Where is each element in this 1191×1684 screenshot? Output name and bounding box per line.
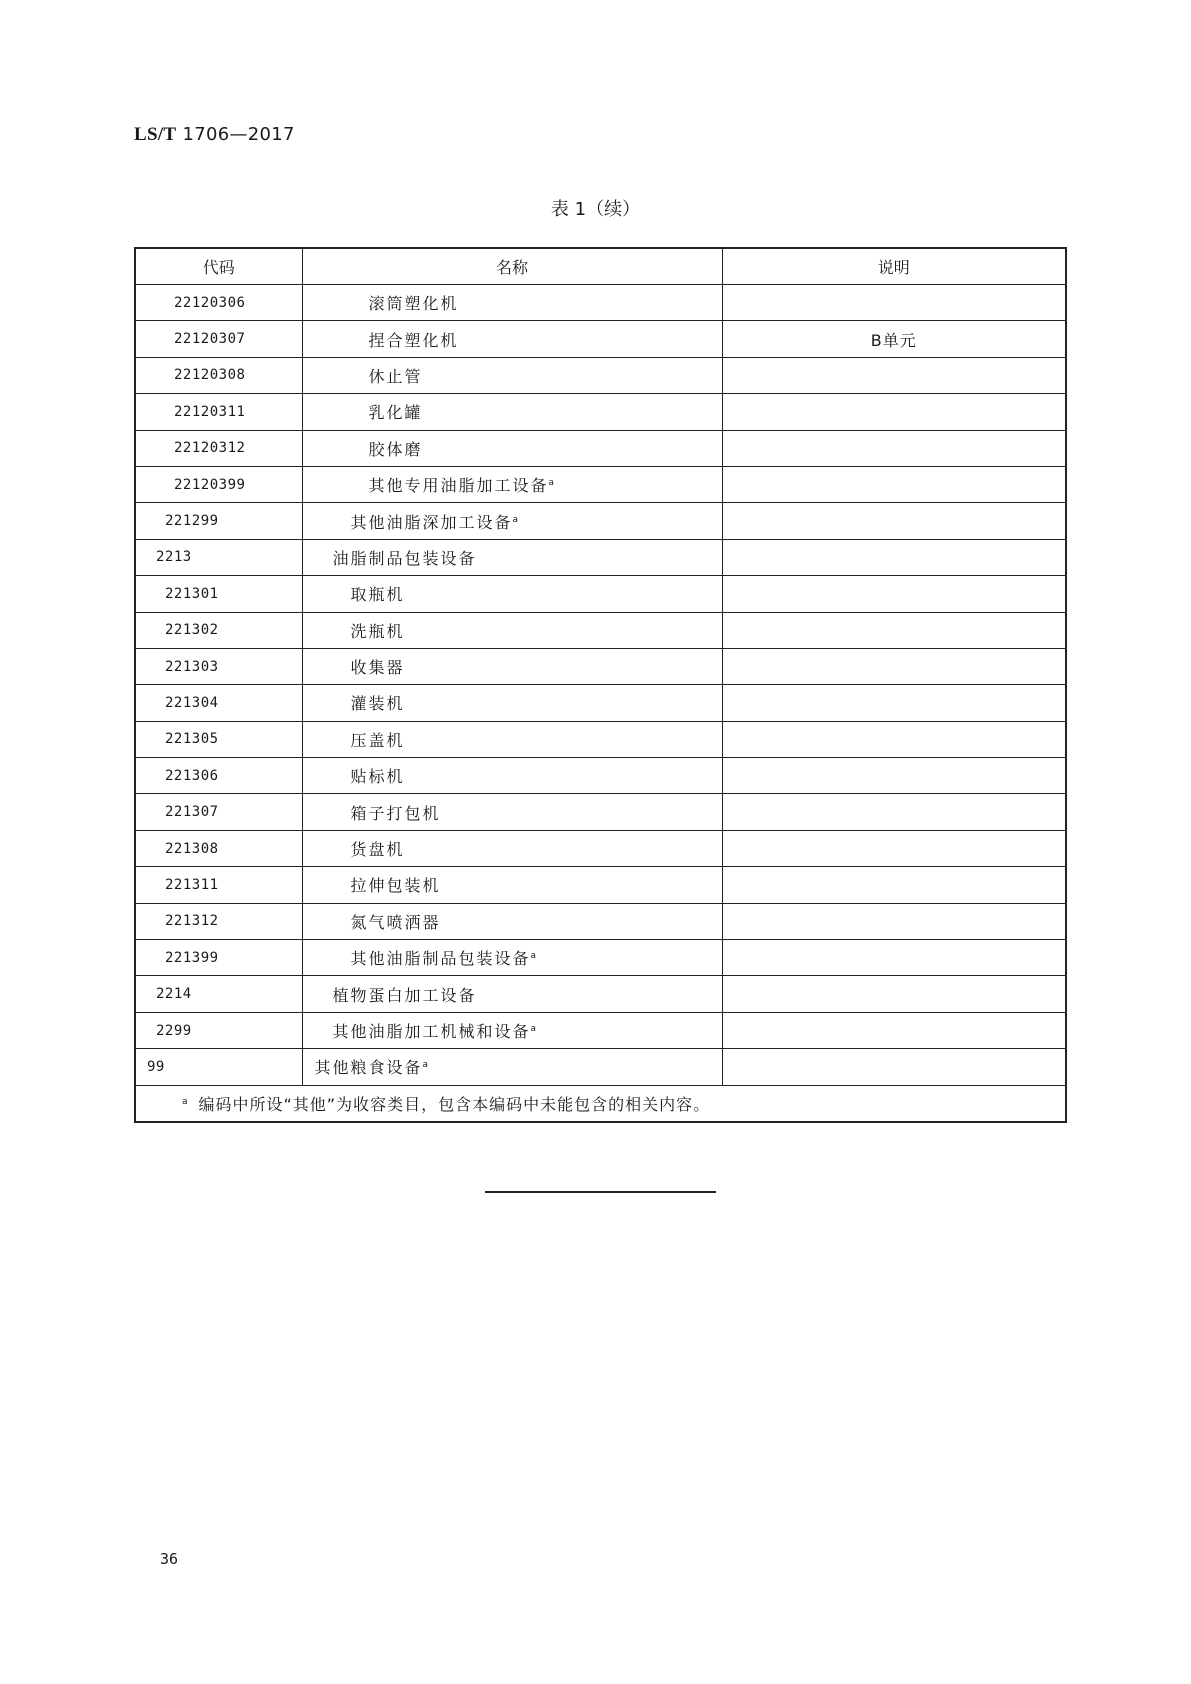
cell-code: 22120307 (135, 321, 302, 357)
cell-code: 221311 (135, 867, 302, 903)
table-row (135, 721, 1066, 757)
table-row (135, 794, 1066, 830)
cell-name-text: 其他油脂深加工设备 (350, 512, 513, 532)
footnote-marker: a (422, 1060, 429, 1071)
cell-note (722, 648, 1066, 684)
cell-name (302, 285, 722, 321)
cell-name-text: 氮气喷洒器 (350, 912, 441, 932)
cell-note (722, 685, 1066, 721)
cell-code: 221299 (135, 503, 302, 539)
cell-name (302, 794, 722, 830)
cell-note (722, 721, 1066, 757)
table-row (135, 940, 1066, 976)
table-row (135, 976, 1066, 1012)
cell-code: 22120312 (135, 430, 302, 466)
cell-note (722, 576, 1066, 612)
footnote-row (135, 1085, 1066, 1122)
cell-name-text: 货盘机 (350, 840, 405, 860)
standard-prefix: LS/T (134, 124, 177, 145)
cell-code: 221301 (135, 576, 302, 612)
cell-note (722, 867, 1066, 903)
table-row (135, 321, 1066, 357)
cell-name-text: 箱子打包机 (350, 803, 441, 823)
table-row (135, 576, 1066, 612)
table-row (135, 685, 1066, 721)
cell-name-text: 胶体磨 (368, 439, 423, 459)
cell-name-text: 乳化罐 (368, 403, 423, 423)
table-row (135, 394, 1066, 430)
cell-name-text: 取瓶机 (350, 585, 405, 605)
cell-code: 221302 (135, 612, 302, 648)
cell-note (722, 1012, 1066, 1048)
footnote-marker: a (548, 478, 555, 489)
table-row (135, 430, 1066, 466)
cell-name (302, 321, 722, 357)
cell-code: 221312 (135, 903, 302, 939)
cell-name (302, 685, 722, 721)
cell-note (722, 357, 1066, 393)
footnote-mark: a (182, 1096, 189, 1107)
cell-code: 2299 (135, 1012, 302, 1048)
cell-code: 221305 (135, 721, 302, 757)
cell-name (302, 430, 722, 466)
column-header-code: 代码 (135, 248, 302, 285)
cell-name (302, 612, 722, 648)
cell-name (302, 539, 722, 575)
cell-name-text: 洗瓶机 (350, 621, 405, 641)
cell-note (722, 503, 1066, 539)
table-row (135, 867, 1066, 903)
footnote-text: 编码中所设“其他”为收容类目，包含本编码中未能包含的相关内容。 (198, 1094, 711, 1114)
cell-code: 221308 (135, 830, 302, 866)
end-rule (485, 1191, 716, 1193)
cell-code: 22120306 (135, 285, 302, 321)
column-header-name: 名称 (302, 248, 722, 285)
cell-name-text: 压盖机 (350, 730, 405, 750)
cell-note: B单元 (722, 321, 1066, 357)
table-row (135, 357, 1066, 393)
table-title: 表 1（续） (550, 199, 641, 220)
cell-note (722, 940, 1066, 976)
cell-code: 221306 (135, 758, 302, 794)
table-row (135, 539, 1066, 575)
cell-note (722, 539, 1066, 575)
footnote-marker: a (512, 514, 519, 525)
cell-name (302, 394, 722, 430)
cell-name-text: 灌装机 (350, 694, 405, 714)
cell-name-text: 贴标机 (350, 767, 405, 787)
table-row (135, 903, 1066, 939)
cell-code: 2214 (135, 976, 302, 1012)
table-row (135, 648, 1066, 684)
table-header-row (135, 248, 1066, 285)
cell-name (302, 466, 722, 502)
standard-code: 1706—2017 (182, 124, 295, 145)
cell-code: 22120311 (135, 394, 302, 430)
cell-code: 221307 (135, 794, 302, 830)
cell-name (302, 648, 722, 684)
cell-name (302, 940, 722, 976)
cell-name-text: 其他粮食设备 (314, 1058, 423, 1078)
cell-name (302, 503, 722, 539)
cell-name (302, 758, 722, 794)
cell-code: 22120399 (135, 466, 302, 502)
cell-note (722, 758, 1066, 794)
cell-name-text: 其他油脂加工机械和设备 (332, 1022, 531, 1041)
cell-code: 221303 (135, 648, 302, 684)
cell-code: 2213 (135, 539, 302, 575)
cell-note (722, 612, 1066, 648)
cell-code: 99 (135, 1049, 302, 1085)
table-row (135, 830, 1066, 866)
cell-note (722, 430, 1066, 466)
cell-note (722, 794, 1066, 830)
cell-name-text: 捏合塑化机 (368, 330, 459, 350)
cell-name-text: 其他专用油脂加工设备 (368, 476, 549, 496)
table-row (135, 612, 1066, 648)
cell-name (302, 576, 722, 612)
cell-note (722, 903, 1066, 939)
cell-name-text: 植物蛋白加工设备 (332, 985, 477, 1005)
cell-note (722, 976, 1066, 1012)
cell-name (302, 867, 722, 903)
cell-name-text: 油脂制品包装设备 (332, 548, 477, 568)
cell-name-text: 滚筒塑化机 (368, 294, 459, 314)
table-row (135, 466, 1066, 502)
cell-name-text: 收集器 (350, 658, 405, 678)
page-number: 36 (160, 1550, 179, 1568)
cell-name (302, 721, 722, 757)
cell-name (302, 903, 722, 939)
cell-code: 221304 (135, 685, 302, 721)
cell-name-text: 其他油脂制品包装设备 (350, 949, 531, 969)
column-header-note: 说明 (722, 248, 1066, 285)
footnote-cell (135, 1085, 1066, 1122)
cell-note (722, 1049, 1066, 1085)
table-row (135, 285, 1066, 321)
standard-number (134, 124, 295, 146)
cell-name (302, 976, 722, 1012)
cell-name-text: 拉伸包装机 (350, 876, 441, 896)
cell-note (722, 285, 1066, 321)
cell-code: 22120308 (135, 357, 302, 393)
cell-name-text: 休止管 (368, 366, 423, 386)
cell-code: 221399 (135, 940, 302, 976)
cell-name (302, 1012, 722, 1048)
cell-note (722, 394, 1066, 430)
footnote-marker: a (530, 1024, 537, 1034)
table-row (135, 1049, 1066, 1085)
code-table (134, 247, 1067, 1123)
table-row (135, 503, 1066, 539)
cell-note (722, 830, 1066, 866)
cell-name (302, 1049, 722, 1085)
table-row (135, 758, 1066, 794)
cell-name (302, 357, 722, 393)
cell-name (302, 830, 722, 866)
cell-note (722, 466, 1066, 502)
footnote-marker: a (530, 951, 537, 962)
table-row (135, 1012, 1066, 1048)
